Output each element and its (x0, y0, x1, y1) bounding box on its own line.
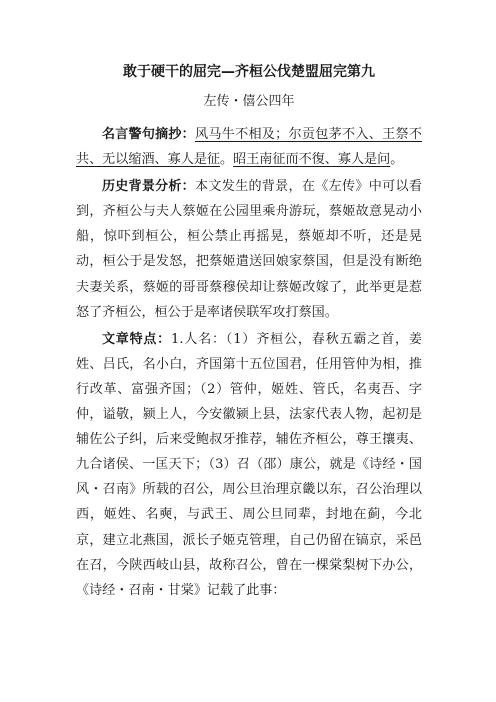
background-lead: 历史背景分析： (102, 179, 195, 195)
document-source: 左传・僖公四年 (203, 94, 295, 109)
quotes-paragraph (76, 122, 422, 172)
quote-text-1: 风马牛不相及；尔贡包茅不入、王祭不共、无以缩酒、寡人是征 (76, 127, 422, 168)
background-body: 本文发生的背景，在《左传》中可以看到，齐桓公与夫人蔡姬在公园里乘舟游玩，蔡姬故意晃动小船，惊吓到桓公，桓公禁止再摇晃，蔡姬却不听，还是晃动，桓公于是发怒，把蔡姬遣送回娘家蔡国，但是没有断绝夫妻关系，蔡姬的哥哥蔡穆侯却让蔡姬改嫁了，此举更是惹怒了齐桓公，桓公于是率诸侯联军攻打蔡国。 (76, 179, 422, 320)
quote-end: 。 (390, 152, 404, 168)
document-page (76, 62, 422, 603)
features-paragraph (76, 327, 422, 603)
quote-separator: 。 (220, 152, 234, 168)
background-paragraph (76, 174, 422, 325)
quotes-lead: 名言警句摘抄： (102, 127, 195, 142)
features-body: 1.人名：（1）齐桓公，春秋五霸之首，姜姓、吕氏，名小白，齐国第十五位国君，任用管仲为相，推行改革、富强齐国；（2）管仲，姬姓、管氏，名夷吾、字仲，谥敬，颍上人，今安徽颍上县，法家代表人物，起初是辅佐公子纠，后来受鲍叔牙推荐，辅佐齐桓公，尊王攘夷、九合诸侯、一匡天下；（3）召（邵）康公，就是《诗经・国风・召南》所载的召公，周公旦治理京畿以东，召公治理以西，姬姓、名奭，与武王、周公旦同辈，封地在蓟，今北京，建立北燕国，派长子姬克管理，自己仍留在镐京，采邑在召，今陕西岐山县，故称召公，曾在一棵棠梨树下办公，《诗经・召南・甘棠》记载了此事： (76, 331, 422, 598)
features-lead: 文章特点： (102, 331, 171, 347)
quote-text-2: 昭王南征而不復、寡人是问 (233, 152, 391, 168)
document-title: 敢于硬干的屈完—齐桓公伐楚盟屈完第九 (123, 64, 375, 80)
